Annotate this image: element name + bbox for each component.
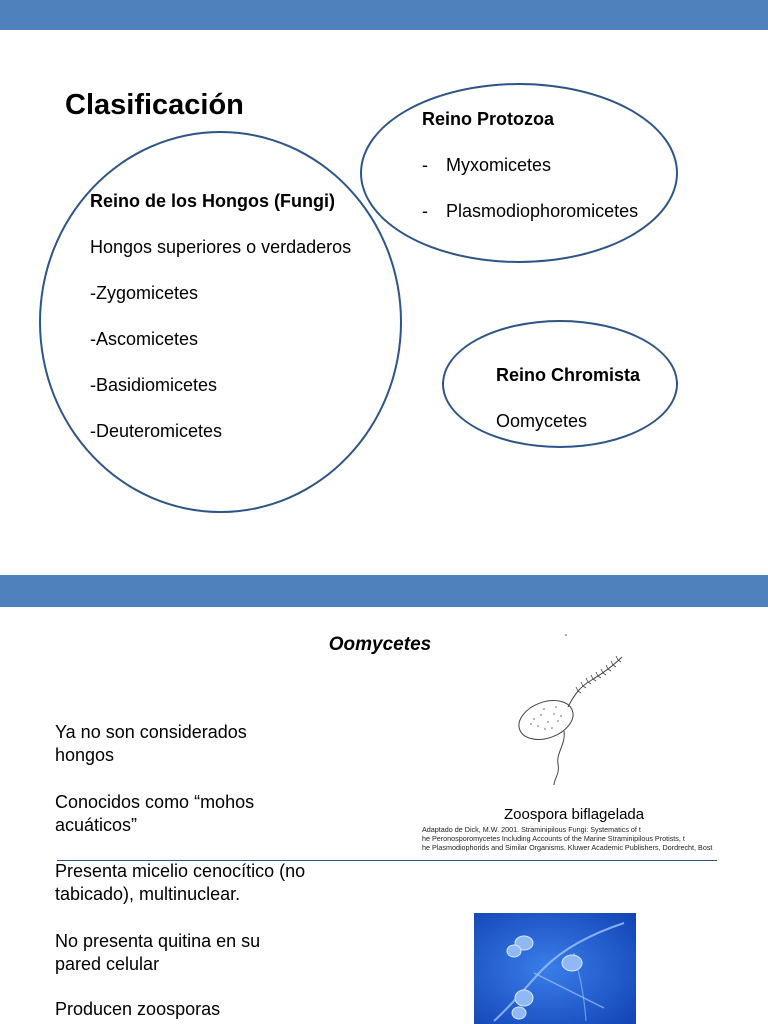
fungi-ellipse — [39, 131, 402, 513]
zoospore-drawing — [508, 629, 638, 789]
protozoa-heading: Reino Protozoa — [422, 109, 555, 129]
citation-line: he Plasmodiophorids and Similar Organisms. Kluwer Academic Publishers, Dordrecht, Bost — [422, 844, 713, 852]
protozoa-item: Plasmodiophoromicetes — [446, 201, 639, 221]
citation-line: Adaptado de Dick, M.W. 2001. Straminipilous Fungi: Systematics of t — [422, 825, 641, 834]
paragraph: Producen zoosporas — [55, 999, 221, 1019]
slide2 — [0, 607, 768, 1024]
slide2-title: Oomycetes — [328, 634, 432, 655]
slide1-header-band — [0, 0, 768, 30]
protozoa-bullet: - — [422, 155, 428, 175]
fungi-line: Hongos superiores o verdaderos — [90, 237, 352, 257]
protozoa-bullet: - — [422, 201, 428, 221]
protozoa-item: Myxomicetes — [446, 155, 552, 175]
paragraph: Presenta micelio cenocítico (no tabicado), multinuclear. — [55, 861, 306, 904]
micrograph-photo — [474, 913, 636, 1024]
slide2-header-band — [0, 575, 768, 607]
fungi-heading: Reino de los Hongos (Fungi) — [90, 191, 335, 211]
divider-line — [57, 860, 717, 861]
paragraph: Conocidos como “mohos acuáticos” — [55, 792, 255, 835]
slide1 — [0, 30, 768, 575]
paragraph: Ya no son considerados hongos — [55, 722, 247, 765]
fungi-line: -Zygomicetes — [90, 283, 199, 303]
fungi-line: -Deuteromicetes — [90, 421, 223, 441]
chromista-heading: Reino Chromista — [496, 365, 641, 385]
paragraph: No presenta quitina en su pared celular — [55, 931, 261, 974]
figure-caption: Zoospora biflagelada — [504, 806, 645, 823]
chromista-item: Oomycetes — [496, 411, 588, 431]
citation-line: he Peronosporomycetes Including Accounts of the Marine Straminipilous Protists, t — [422, 834, 685, 843]
slide1-title: Clasificación — [65, 89, 244, 121]
fungi-line: -Basidiomicetes — [90, 375, 218, 395]
fungi-line: -Ascomicetes — [90, 329, 199, 349]
